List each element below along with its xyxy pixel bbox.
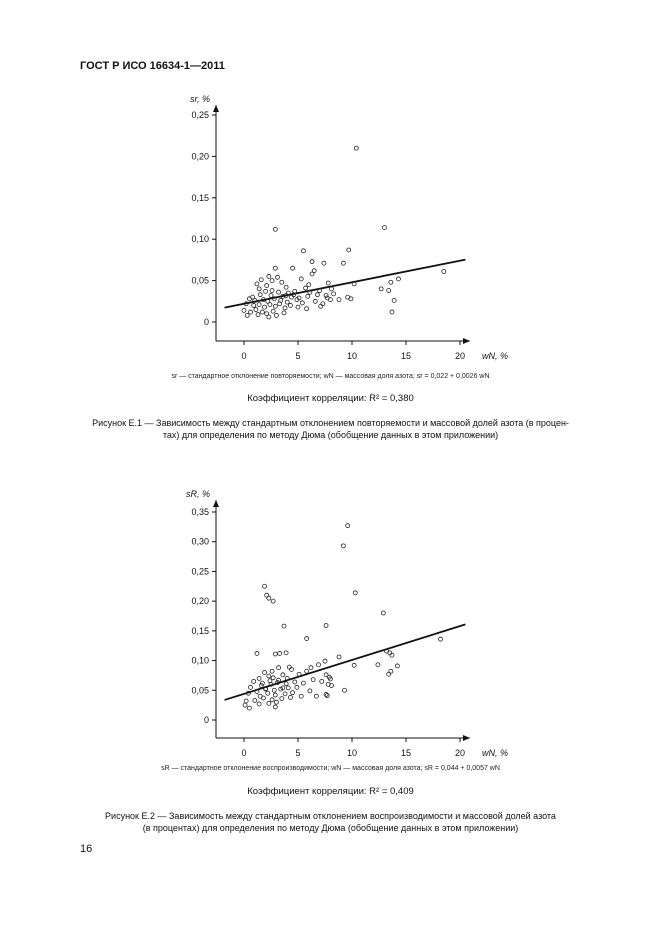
data-point <box>342 688 346 692</box>
figure2-caption-line1: Рисунок Е.2 — Зависимость между стандартным отклонением воспроизводимости и массовой долей азота <box>105 811 556 821</box>
data-point <box>320 679 324 683</box>
data-point <box>281 673 285 677</box>
data-point <box>267 701 271 705</box>
y-tick-label: 0,25 <box>191 110 209 120</box>
y-tick-label: 0,15 <box>191 625 209 636</box>
data-point <box>299 694 303 698</box>
y-tick-label: 0 <box>203 715 209 725</box>
data-point <box>273 693 277 697</box>
data-point <box>282 624 286 628</box>
data-point <box>387 672 391 676</box>
data-point <box>243 703 247 707</box>
data-point <box>271 676 275 680</box>
data-point <box>352 663 356 667</box>
data-point <box>317 663 321 667</box>
figure2-legend: sR — стандартное отклонение воспроизводимости; wN — массовая доля азота; sR = 0,044 + 0,0057 wN <box>161 765 500 772</box>
data-point <box>267 674 271 678</box>
data-point <box>439 637 443 641</box>
y-tick-label: 0,30 <box>191 536 209 547</box>
data-point <box>381 611 385 615</box>
data-point <box>305 637 309 641</box>
y-axis-label: sr, % <box>189 94 210 104</box>
y-axis-label: sR, % <box>185 489 210 499</box>
y-tick-label: 0,05 <box>191 275 209 286</box>
data-point <box>293 680 297 684</box>
data-point <box>337 655 341 659</box>
data-point <box>257 702 261 706</box>
data-point <box>311 678 315 682</box>
data-point <box>253 698 257 702</box>
figure1-correlation: Коэффициент корреляции: R² = 0,380 <box>247 393 414 404</box>
x-axis-label: wN, % <box>482 351 509 361</box>
data-point <box>266 691 270 695</box>
y-tick-label: 0,10 <box>191 234 209 245</box>
y-tick-label: 0,15 <box>191 192 209 203</box>
x-tick-label: 5 <box>295 748 301 758</box>
data-point <box>263 584 267 588</box>
data-point <box>323 659 327 663</box>
x-tick-label: 20 <box>454 351 466 361</box>
data-point <box>284 682 288 686</box>
data-point <box>273 705 277 709</box>
document-header: ГОСТ Р ИСО 16634-1—2011 <box>80 60 225 72</box>
y-tick-label: 0,10 <box>191 655 209 666</box>
x-tick-label: 10 <box>346 748 358 758</box>
x-tick-label: 15 <box>400 351 412 361</box>
x-axis-label: wN, % <box>482 748 509 758</box>
data-point <box>288 695 292 699</box>
data-point <box>308 689 312 693</box>
x-tick-label: 0 <box>241 748 247 758</box>
data-point <box>274 700 278 704</box>
data-point <box>395 664 399 668</box>
data-point <box>314 694 318 698</box>
x-tick-label: 0 <box>241 351 247 361</box>
x-tick-label: 5 <box>295 351 301 361</box>
data-point <box>305 669 309 673</box>
data-point <box>255 651 259 655</box>
figure2-caption-line2: (в процентах) для определения по методу Дюма (обобщение данных в этом приложении) <box>142 823 519 833</box>
data-point <box>270 698 274 702</box>
data-point <box>247 706 251 710</box>
x-tick-label: 10 <box>346 351 358 361</box>
data-point <box>278 651 282 655</box>
data-point <box>309 666 313 670</box>
y-tick-label: 0,25 <box>191 566 209 577</box>
data-point <box>291 691 295 695</box>
y-tick-label: 0,35 <box>191 507 209 517</box>
data-point <box>252 679 256 683</box>
data-point <box>295 685 299 689</box>
x-axis-arrow <box>463 735 470 741</box>
data-point <box>273 652 277 656</box>
data-point <box>324 624 328 628</box>
y-tick-label: 0 <box>203 317 209 327</box>
data-point <box>261 696 265 700</box>
data-point <box>353 591 357 595</box>
data-point <box>257 676 261 680</box>
data-point <box>277 666 281 670</box>
y-axis-arrow <box>213 500 219 507</box>
figure1-caption-line2: тах) для определения по методу Дюма (обобщение данных в этом приложении) <box>162 430 499 440</box>
data-point <box>283 692 287 696</box>
y-tick-label: 0,20 <box>191 151 209 162</box>
figure1-legend: sr — стандартное отклонение повторяемости; wN — массовая доля азота; sr = 0,022 + 0,0026 wN <box>171 373 490 380</box>
x-tick-label: 15 <box>400 748 412 758</box>
data-point <box>376 663 380 667</box>
x-tick-label: 20 <box>454 748 466 758</box>
y-tick-label: 0,05 <box>191 685 209 696</box>
data-point <box>244 699 248 703</box>
page-number: 16 <box>80 843 93 855</box>
data-point <box>301 681 305 685</box>
data-point <box>280 697 284 701</box>
data-point <box>271 599 275 603</box>
data-point <box>263 670 267 674</box>
data-point <box>346 524 350 528</box>
data-point <box>268 679 272 683</box>
data-point <box>248 685 252 689</box>
data-point <box>270 669 274 673</box>
figure2-correlation: Коэффициент корреляции: R² = 0,409 <box>247 786 414 797</box>
data-point <box>272 688 276 692</box>
data-point <box>267 596 271 600</box>
data-point <box>341 544 345 548</box>
figure1-caption-line1: Рисунок Е.1 — Зависимость между стандартным отклонением повторяемости и массовой долей азота (в процен- <box>92 418 569 428</box>
y-tick-label: 0,20 <box>191 596 209 607</box>
data-point <box>284 651 288 655</box>
data-point <box>286 686 290 690</box>
